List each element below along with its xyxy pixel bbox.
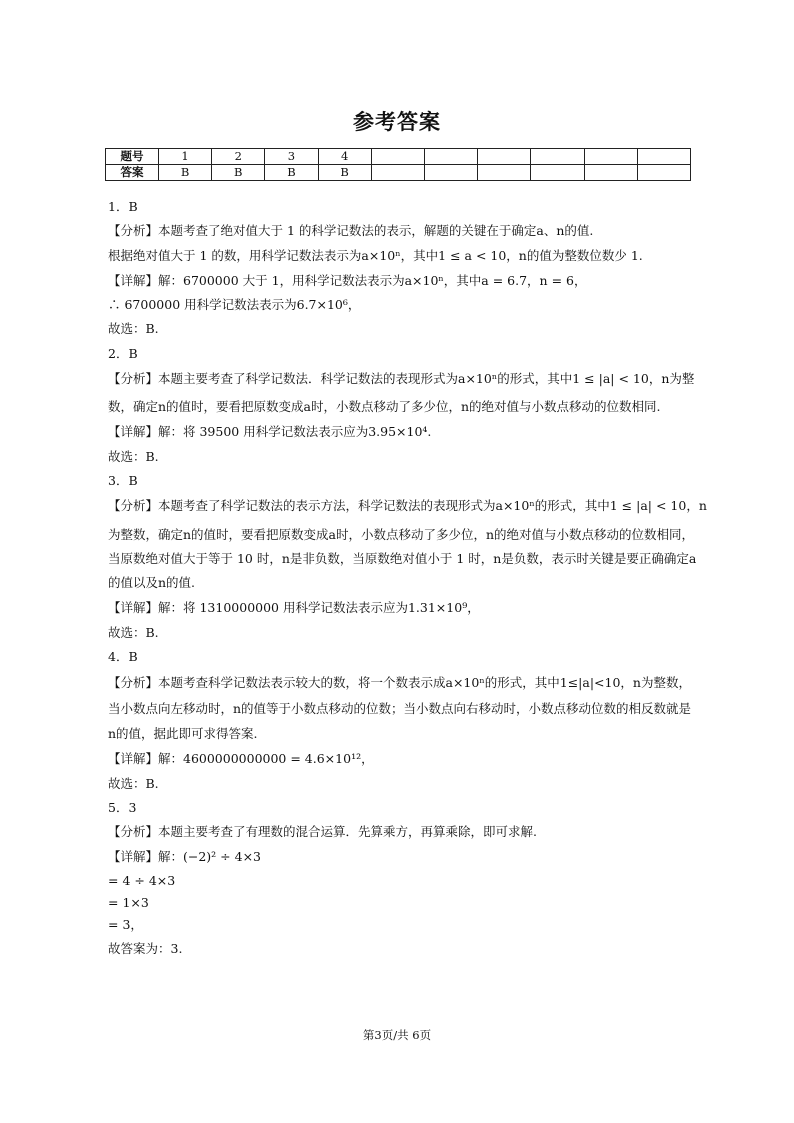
answer-line: 当原数绝对值大于等于 10 时，n是非负数，当原数绝对值小于 1 时，n是负数，表示时关键是要正确确定a <box>108 551 697 566</box>
table-cell <box>371 149 424 165</box>
table-cell: B <box>212 165 265 181</box>
answer-line: = 3， <box>108 917 143 932</box>
answer-line: 3．B <box>108 473 138 488</box>
table-cell: 2 <box>212 149 265 165</box>
table-cell: 1 <box>159 149 212 165</box>
answer-line: 故答案为：3. <box>108 941 183 956</box>
answer-line: 【详解】解：4600000000000 = 4.6×10¹²， <box>108 751 374 766</box>
answer-line: 【分析】本题主要考查了有理数的混合运算．先算乘方，再算乘除，即可求解. <box>108 824 537 839</box>
row-header-answer: 答案 <box>106 165 159 181</box>
answer-line: 4．B <box>108 649 138 664</box>
answer-line: 【分析】本题考查了科学记数法的表示方法，科学记数法的表现形式为a×10ⁿ的形式，其中1 ≤ |a| < 10，n <box>108 498 707 513</box>
page-title: 参考答案 <box>353 110 441 134</box>
answer-line: 【详解】解：6700000 大于 1，用科学记数法表示为a×10ⁿ，其中a = 6.7，n = 6， <box>108 273 587 288</box>
answer-line: 【分析】本题考查了绝对值大于 1 的科学记数法的表示，解题的关键在于确定a、n的值. <box>108 223 594 238</box>
answer-line: n的值，据此即可求得答案. <box>108 726 258 741</box>
table-cell: B <box>159 165 212 181</box>
answer-line: 【分析】本题主要考查了科学记数法．科学记数法的表现形式为a×10ⁿ的形式，其中1 ≤ |a| < 10，n为整 <box>108 371 695 386</box>
answer-line: 5．3 <box>108 800 137 815</box>
table-cell <box>531 165 584 181</box>
answer-line: 故选：B. <box>108 625 159 640</box>
answer-line: 的值以及n的值. <box>108 575 196 590</box>
table-cell <box>584 165 637 181</box>
table-cell <box>637 149 690 165</box>
answer-line: 2．B <box>108 346 138 361</box>
answer-line: 根据绝对值大于 1 的数，用科学记数法表示为a×10ⁿ，其中1 ≤ a < 10，n的值为整数位数少 1. <box>108 248 643 263</box>
answer-line: = 1×3 <box>108 895 149 910</box>
table-cell <box>424 165 477 181</box>
answer-line: 【详解】解：(−2)² ÷ 4×3 <box>108 849 261 864</box>
answer-line: 故选：B. <box>108 321 159 336</box>
answer-line: 【详解】解：将 39500 用科学记数法表示应为3.95×10⁴. <box>108 424 432 439</box>
table-cell <box>531 149 584 165</box>
table-cell: 3 <box>265 149 318 165</box>
answer-line: 故选：B. <box>108 449 159 464</box>
table-cell: B <box>265 165 318 181</box>
answer-line: 当小数点向左移动时，n的值等于小数点移动的位数；当小数点向右移动时，小数点移动位数的相反数就是 <box>108 701 692 716</box>
table-cell: 4 <box>318 149 371 165</box>
row-header-number: 题号 <box>106 149 159 165</box>
table-cell: B <box>318 165 371 181</box>
table-cell <box>637 165 690 181</box>
answer-line: 数，确定n的值时，要看把原数变成a时，小数点移动了多少位，n的绝对值与小数点移动的位数相同. <box>108 399 661 414</box>
answer-line: = 4 ÷ 4×3 <box>108 873 176 888</box>
answer-line: 1．B <box>108 199 138 214</box>
page-footer: 第3页/共 6页 <box>362 1028 432 1042</box>
table-cell <box>424 149 477 165</box>
table-row-numbers <box>106 149 691 165</box>
answer-line: 故选：B. <box>108 776 159 791</box>
table-row-answers <box>106 165 691 181</box>
answer-line: ∴ 6700000 用科学记数法表示为6.7×10⁶， <box>108 297 361 312</box>
answer-line: 【分析】本题考查科学记数法表示较大的数，将一个数表示成a×10ⁿ的形式，其中1≤|a|<10，n为整数， <box>108 675 691 690</box>
answer-line: 【详解】解：将 1310000000 用科学记数法表示应为1.31×10⁹， <box>108 600 480 615</box>
table-cell <box>584 149 637 165</box>
table-cell <box>478 149 531 165</box>
table-cell <box>478 165 531 181</box>
table-cell <box>371 165 424 181</box>
answer-table <box>105 148 691 181</box>
answer-line: 为整数，确定n的值时，要看把原数变成a时，小数点移动了多少位，n的绝对值与小数点移动的位数相同， <box>108 527 695 542</box>
